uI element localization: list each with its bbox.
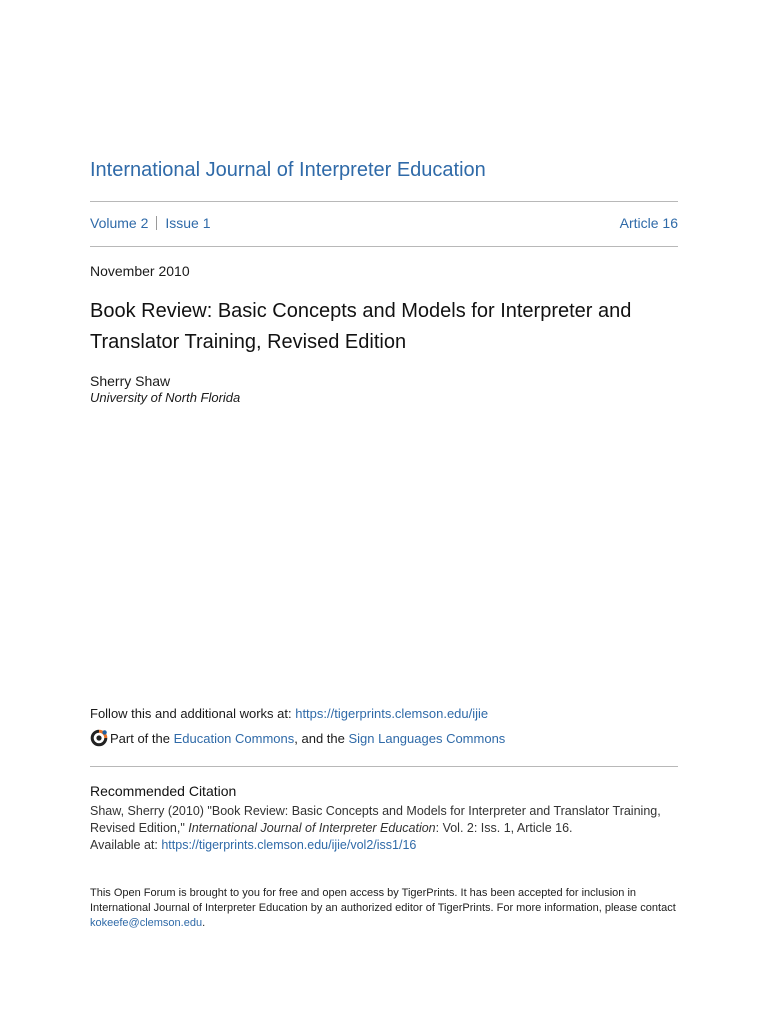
article-url-link[interactable]: https://tigerprints.clemson.edu/ijie/vol2/iss1/16 (161, 838, 417, 852)
part-of-prefix: Part of the (110, 731, 174, 746)
citation-after: : Vol. 2: Iss. 1, Article 16. (435, 821, 573, 835)
citation-text (90, 803, 678, 854)
volume-issue-separator (156, 216, 157, 230)
follow-prefix: Follow this and additional works at: (90, 706, 296, 721)
journal-title-link[interactable]: International Journal of Interpreter Education (90, 159, 486, 181)
footer-text: This Open Forum is brought to you for free and open access by TigerPrints. It has been accepted for inclusion in International Journal of Interpreter Education by an authorized editor of TigerPrints. For more information, please contact (90, 887, 676, 914)
network-commons-icon (90, 729, 108, 747)
author-name: Sherry Shaw (90, 373, 171, 389)
issue-link[interactable]: Issue 1 (165, 215, 211, 231)
issue-bar (90, 212, 678, 234)
citation-divider (90, 766, 678, 767)
part-of-line (90, 729, 505, 749)
citation-before: Shaw, Sherry (2010) "Book Review: Basic Concepts and Models for Interpreter and Translator Training, Revised Edition," (90, 804, 661, 835)
publication-date: November 2010 (90, 263, 190, 279)
contact-email-link[interactable]: kokeefe@clemson.edu (90, 917, 203, 929)
header-divider-top (90, 201, 678, 202)
header-divider-bottom (90, 246, 678, 247)
collection-url-link[interactable]: https://tigerprints.clemson.edu/ijie (295, 706, 489, 721)
footer-end: . (202, 917, 206, 929)
sign-languages-commons-link[interactable]: Sign Languages Commons (348, 731, 506, 746)
education-commons-link[interactable]: Education Commons (173, 731, 295, 746)
follow-line (90, 705, 488, 723)
volume-link[interactable]: Volume 2 (90, 215, 149, 231)
volume-issue-group (90, 212, 211, 234)
recommended-citation-heading: Recommended Citation (90, 783, 237, 799)
citation-journal: International Journal of Interpreter Education (188, 821, 436, 835)
document-page (90, 0, 678, 1024)
author-affiliation: University of North Florida (90, 390, 241, 405)
part-of-middle: , and the (294, 731, 349, 746)
article-title: Book Review: Basic Concepts and Models for Interpreter and Translator Training, Revised Edition (90, 300, 632, 353)
open-access-note (90, 886, 678, 931)
article-number-link[interactable]: Article 16 (619, 215, 678, 231)
available-prefix: Available at: (90, 838, 162, 852)
